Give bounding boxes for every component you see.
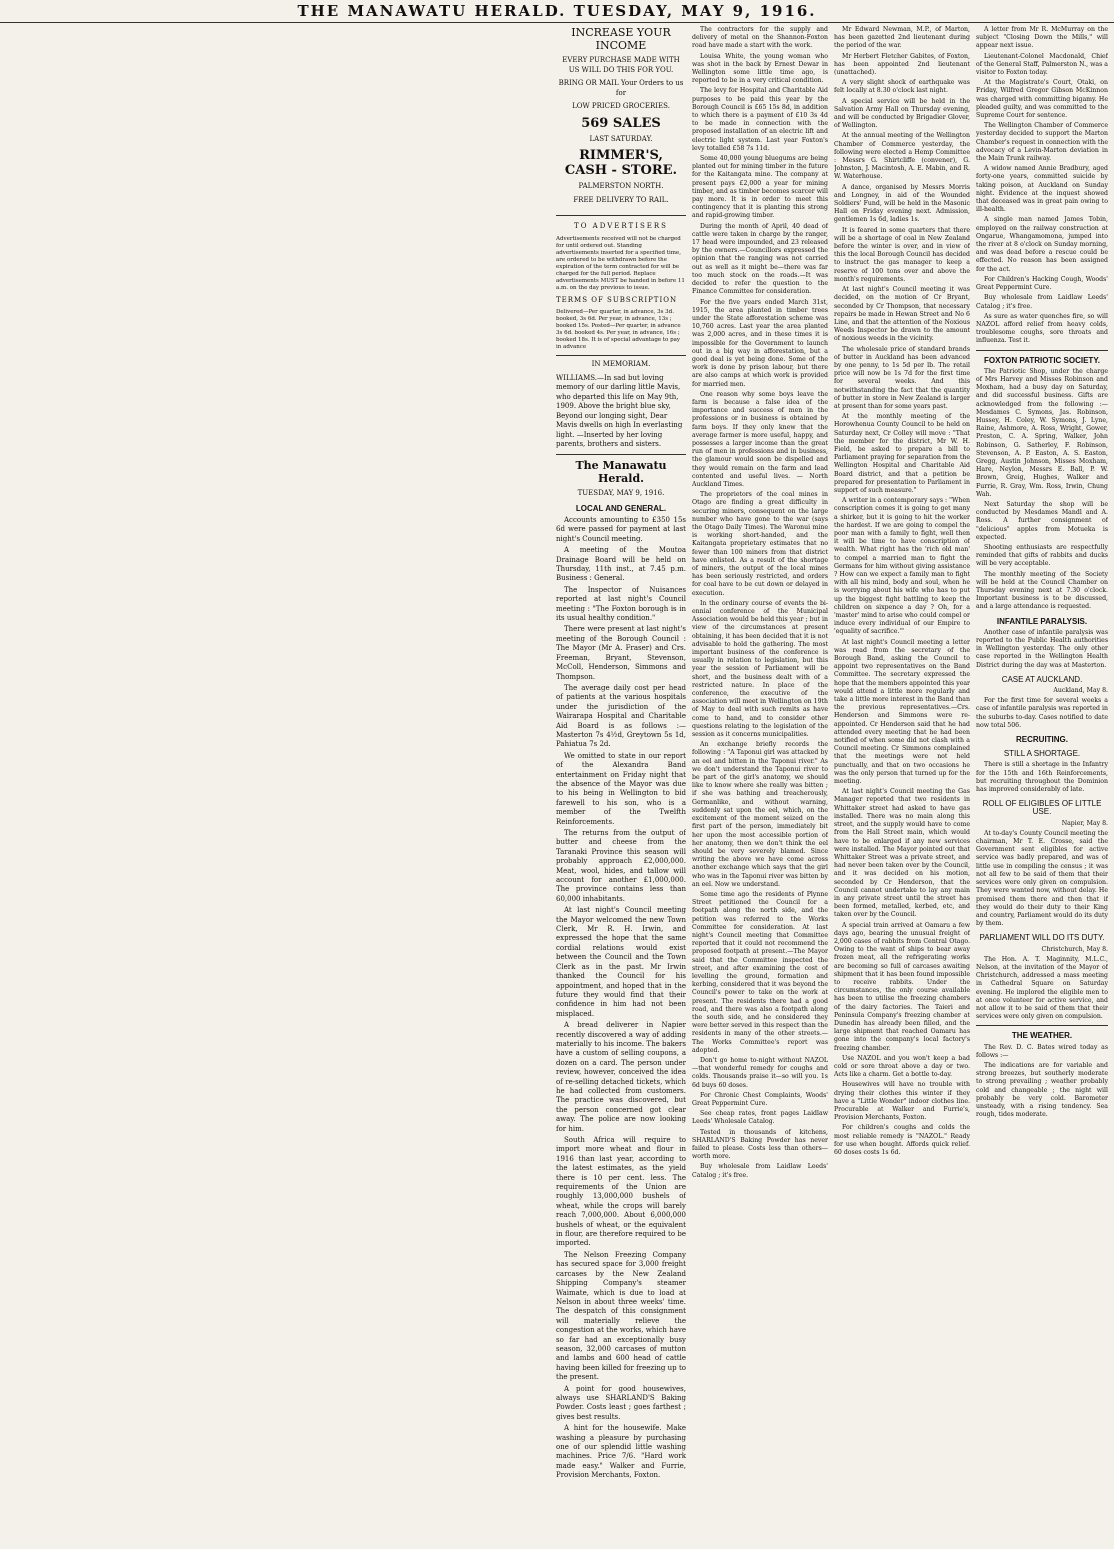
paralysis-title: INFANTILE PARALYSIS. bbox=[996, 616, 1088, 626]
news-item: South Africa will require to import more wheat and flour in 1916 than last year, according to the latest estimates, as the yield there is 10 per cent. less. The requirements of the Union are roughly 13,000,000 bushels of wheat, while the crops will barely reach 7,000,000. About 6,000,000 bushels of wheat, or the equivalent in flour, are therefore required to be imported. bbox=[556, 1136, 686, 1248]
local-general-title: LOCAL AND GENERAL. bbox=[575, 504, 667, 513]
news-item: We omitted to state in our report of the Alexandra Band entertainment on Friday night that the absence of the Mayor was due to his being in Wellington to bid farewell to his son, who is a member of the Twelfth Reinforcements. bbox=[556, 751, 686, 826]
news-item: The Nelson Freezing Company has secured space for 3,000 freight carcases by the New Zealand Shipping Company's steamer Waimate, which is due to load at Nelson in about three weeks' time. The despatch of this consignment will materially relieve the congestion at the works, which have so far had an exceptionally busy season, 32,000 carcases of mutton and lambs and 600 head of cattle having been killed for freezing up to the present. bbox=[556, 1250, 686, 1382]
column-3 bbox=[556, 26, 686, 1546]
news-item: Buy wholesale from Laidlaw Leeds' Catalog ; it's free. bbox=[692, 1163, 828, 1179]
news-item: The Wellington Chamber of Commerce yesterday decided to support the Marton Chamber's request in connection with the advocacy of a Levin-Marton deviation in the Main Trunk railway. bbox=[976, 122, 1108, 163]
news-item: The Patriotic Shop, under the charge of Mrs Harvey and Misses Robinson and Moxham, had a busy day on Saturday, and did successful business. Gifts are acknowledged from the following :—Mesdames C. Symons, Jas. Robinson, Hussey, H. Coley, W. Symons, J. Lyne, Raine, Ashmore, A. Ross, Wright, Gower, Preston, C. A. Spring, Walker, John Robinson, G. Satherley, F. Robinson, Stevenson, A. P. Easton, A. S. Easton, Gregg, Austin Johnson, Misses Moxham, Hare, Neylon, Messrs E. Ball, P. W. Brown, Greig, Hughes, Walker and Furrie, R. Gray, Wm. Ross, Irwin, Chung Wah. bbox=[976, 367, 1108, 498]
rimmer-town: PALMERSTON NORTH. bbox=[578, 182, 664, 190]
news-item: Another case of infantile paralysis was reported to the Public Health authorities in Wellington yesterday. The only other case reported in the Wellington Health District during the day was at Masterton. bbox=[976, 628, 1108, 669]
news-item: Accounts amounting to £350 15s 6d were passed for payment at last night's Council meeting. bbox=[556, 516, 686, 543]
news-item: A bread deliverer in Napier recently discovered a way of adding materially to his income. The bakers have a custom of selling coupons, a dozen on a card. The person under review, however, conceived the idea of re-selling detached tickets, which he had collected from customers. The practice was discovered, but the person concerned got clear away. The police are now looking for him. bbox=[556, 1021, 686, 1133]
news-item: The Hon. A. T. Maginnity, M.L.C., Nelson, at the invitation of the Mayor of Christchurch, addressed a mass meeting in Cathedral Square on Saturday evening. He implored the eligible men to at once volunteer for active service, and not allow it to be said of them that their services were only given on compulsion. bbox=[976, 955, 1108, 1021]
auckland-title: CASE AT AUCKLAND. bbox=[1001, 674, 1083, 684]
news-item: At the Magistrate's Court, Otaki, on Friday, Wilfred Gregor Gibson McKinnon was charged with committing bigamy. He pleaded guilty, and was committed to the Supreme Court for sentence. bbox=[976, 79, 1108, 120]
news-item: There is still a shortage in the Infantry for the 15th and 16th Reinforcements, but recruiting throughout the Dominion has improved considerably of late. bbox=[976, 761, 1108, 794]
rimmer-ad bbox=[556, 26, 686, 216]
news-item: Shooting enthusiasts are respectfully reminded that gifts of rabbits and ducks will be very acceptable. bbox=[976, 543, 1108, 568]
news-item: Some time ago the residents of Plynne Street petitioned the Council for a footpath along the north side, and the petition was referred to the Works Committee for consideration. At last night's Council meeting that Committee reported that it could not recommend the proposed footpath at present.—The Mayor said that the Committee inspected the street, and after examining the cost of levelling the ground, formation and kerbing, considered that it was beyond the Council's power to take on the work at present. The residents there had a good road, and there was also a footpath along the south side, and he considered they were better served in this respect than the residents in many of the other streets.—The Works Committee's report was adopted. bbox=[692, 890, 828, 1054]
column-5 bbox=[834, 26, 970, 1546]
news-item: Louisa White, the young woman who was shot in the back by Ernest Dewar in Wellington some little time ago, is reported to be in a very critical condition. bbox=[692, 52, 828, 85]
news-item: For the five years ended March 31st, 1915, the area planted in timber trees under the State afforestation scheme was 10,760 acres. Last year the area planted was 2,000 acres, and in these times it is impossible for the Government to launch out in a big way in afforestation, but a good deal is yet being done. Some of the work is done by prison labour, but there are also camps at which work is provided for married men. bbox=[692, 298, 828, 388]
masthead: THE MANAWATU HERALD. TUESDAY, MAY 9, 1916. bbox=[0, 0, 1114, 23]
news-item: At last night's Council meeting the Gas Manager reported that two residents in Whittaker street had asked to have gas installed. There was no main along this street, and the supply would have to come from the Hall Street main, which would have to be enlarged if any new services were installed. The Mayor pointed out that Whittaker Street was a private street, and had never been taken over by the Council, and it was decided on his motion, seconded by Cr Henderson, that the Council cannot undertake to lay any main in any private street until the street has been formed, metalled, kerbed, etc, and taken over by the Council. bbox=[834, 788, 970, 919]
news-item: The levy for Hospital and Charitable Aid purposes to be paid this year by the Borough Council is £65 15s 8d, in addition to which there is a payment of £10 3s 4d to be made in connection with the proposed installation of an electric lift and electric light system. Last year Foxton's levy totalled £58 7s 11d. bbox=[692, 87, 828, 152]
memoriam-body: WILLIAMS.—In sad but loving memory of our darling little Mavis, who departed this life on May 9th, 1909. Above the bright blue sky, Beyond our longing sight, Dear Mavis dwells on high In everlasting light. —Inserted by her loving parents, brothers and sisters. bbox=[556, 373, 683, 448]
news-item: For Chronic Chest Complaints, Woods' Great Peppermint Cure. bbox=[692, 1091, 828, 1107]
rimmer-line3: LOW PRICED GROCERIES. bbox=[572, 102, 670, 110]
news-item: It is feared in some quarters that there will be a shortage of coal in New Zealand before the winter is over, and in view of this the local Borough Council has decided to instruct the gas manager to keep a reserve of 100 tons over and above the month's requirements. bbox=[834, 226, 970, 283]
news-item: The contractors for the supply and delivery of metal on the Shannon-Foxton road have made a start with the work. bbox=[692, 26, 828, 50]
rimmer-title: INCREASE YOUR INCOME bbox=[571, 26, 671, 52]
news-item: The wholesale price of standard brands of butter in Auckland has been advanced by one penny, to 1s 5d per lb. The retail price will now be 1s 7d for the first time for several weeks. And this notwithstanding the fact that the quantity of butter in store in New Zealand is larger at present than for some years past. bbox=[834, 345, 970, 410]
parliament-title: PARLIAMENT WILL DO ITS DUTY. bbox=[979, 933, 1105, 943]
news-item: For Children's Hacking Cough, Woods' Great Peppermint Cure. bbox=[976, 275, 1108, 292]
news-item: Use NAZOL and you won't keep a bad cold or sore throat above a day or two. Acts like a charm. Get a bottle to-day. bbox=[834, 1054, 970, 1079]
rimmer-free: FREE DELIVERY TO RAIL. bbox=[573, 195, 669, 204]
news-item: The indications are for variable and strong breezes, but southerly moderate to strong prevailing ; weather probably cold and changeable ; the night will probably be very cold. Barometer unsteady, with a rising tendency. Sea rough, tides moderate. bbox=[976, 1061, 1108, 1119]
news-item: At the monthly meeting of the Horowhenua County Council to be held on Saturday next, Cr Colley will move : "That the member for the district, Mr W. H. Field, be asked to prepare a bill to Parliament praying for separation from the Wellington Hospital and Charitable Aid Board district, and that a petition be prepared for presentation to Parliament in support of such measure." bbox=[834, 413, 970, 494]
patriotic-title: FOXTON PATRIOTIC SOCIETY. bbox=[983, 355, 1100, 365]
news-item: As sure as water quenches fire, so will NAZOL afford relief from heavy colds, troublesome coughs, sore throats and influenza. Test it. bbox=[976, 312, 1108, 345]
news-item: A point for good housewives, always use SHARLAND'S Baking Powder. Costs least ; goes farthest ; gives best results. bbox=[556, 1384, 686, 1421]
rimmer-sales: 569 SALES bbox=[581, 115, 661, 131]
news-item: Next Saturday the shop will be conducted by Mesdames Mandl and A. Ross. A further consignment of "delicious" apples from Motueka is expected. bbox=[976, 500, 1108, 541]
news-item: At the annual meeting of the Wellington Chamber of Commerce yesterday, the following were elected a Hemp Committee : Messrs G. Shirtcliffe (convener), G. Johnston, J. Macintosh, A. E. Mabin, and R. W. Waterhouse. bbox=[834, 132, 970, 181]
rimmer-line1: EVERY PURCHASE MADE WITH US WILL DO THIS FOR YOU. bbox=[562, 56, 680, 74]
news-item: At last night's Council meeting it was decided, on the motion of Cr Bryant, seconded by Cr Thompson, that necessary repairs be made in Hewan Street and No 6 Line, and that the attention of the Noxious Weeds Inspector be drawn to the amount of noxious weeds in the vicinity. bbox=[834, 286, 970, 343]
news-item: One reason why some boys leave the farm is because a false idea of the importance and success of men in the professions or in business is obtained by farm boys. If they only knew that the average farmer is more useful, happy, and possesses a larger income than the great run of men in professions and in business, the glamour would soon be dispelled and they would remain on the farm and lead contented and useful lives. — North Auckland Times. bbox=[692, 390, 828, 488]
news-item: Lieutenant-Colonel Macdonald, Chief of the General Staff, Palmerston N., was a visitor to Foxton today. bbox=[976, 52, 1108, 77]
news-item: Napier, May 8. bbox=[1061, 819, 1108, 827]
news-item: The average daily cost per head of patients at the various hospitals under the jurisdiction of the Wairarapa Hospital and Charitable Aid Board is as follows :— Masterton 7s 4½d, Greytown 5s 1d, Pahiatua 7s 2d. bbox=[556, 683, 686, 749]
news-item: For the first time for several weeks a case of infantile paralysis was reported in the suburbs to-day. Cases notified to date now total 506. bbox=[976, 697, 1108, 729]
weather-title: THE WEATHER. bbox=[1011, 1031, 1073, 1041]
news-item: Mr Edward Newman, M.P., of Marton, has been gazetted 2nd lieutenant during the period of the war. bbox=[834, 26, 970, 50]
news-item: At last night's Council meeting a letter was read from the secretary of the Borough Band, asking the Council to appoint two representatives on the Band Committee. The secretary expressed the hope that the members appointed this year would attend a little more regularly and take a little more interest in the Band than the previous representatives.—Crs. Henderson and Simmons were re-appointed. Cr Henderson said that he had attended every meeting that he had been notified of when some did not clash with a Council meeting. Cr Simmons complained that the meetings were not held punctually, and that on two occasions he was the only person that turned up for the meeting. bbox=[834, 638, 970, 786]
news-item: For children's coughs and colds the most reliable remedy is "NAZOL." Ready for use when bought. Affords quick relief. 60 doses costs 1s 6d. bbox=[834, 1124, 970, 1157]
news-item: A widow named Annie Bradbury, aged forty-one years, committed suicide by taking poison, at Auckland on Sunday night. Evidence at the inquest showed that deceased was in great pain owing to ill-health. bbox=[976, 165, 1108, 214]
news-item: Some 40,000 young bluegums are being planted out for mining timber in the future for the Kaitangata mine. The company at present pays £2,000 a year for mining timber, and as timber becomes scarcer will pay more. It is in order to meet this contingency that it is planting this strong and rapid-growing timber. bbox=[692, 155, 828, 220]
news-item: A hint for the housewife. Make washing a pleasure by purchasing one of our splendid little washing machines. Price 7/6. "Hard work made easy." Walker and Furrie, Provision Merchants, Foxton. bbox=[556, 1424, 686, 1480]
news-item: A special train arrived at Oamaru a few days ago, bearing the unusual freight of 2,000 cases of rabbits from Central Otago. Owing to the want of ships to bear away frozen meat, all the refrigerating works are becoming so full of carcases awaiting shipment that it has been found impossible to receive rabbits. Under the circumstances, the only course available has been to utilise the freezing chambers of the dairy factories. The Taieri and Peninsula Company's freezing chamber at Dunedin has already been filled, and the large shipment that reached Oamaru has gone into the company's local factory's freezing chamber. bbox=[834, 921, 970, 1052]
rimmer-line2: BRING OR MAIL Your Orders to us for bbox=[558, 79, 684, 97]
news-item: A writer in a contemporary says : "When conscription comes it is going to get many a shirker, but it is going to hit the worker the hardest. If we are going to compel the poor man with a family to fight, well then it will be time to have conscription of wealth. What right has the 'rich old man' to compel a married man to fight the Germans for him without giving assistance ? How can we expect a family man to fight with all his mind, body and soul, when he is worrying about his wife who has to put up the biggest fight battling to keep the children on sixpence a day ? Oh, for a 'master' mind to arise who could compel or induce every individual of our Empire to 'equality of sacrifice.'" bbox=[834, 497, 970, 636]
news-item: Mr Herbert Fletcher Gabites, of Foxton, has been appointed 2nd lieutenant (unattached). bbox=[834, 52, 970, 77]
news-item: Buy wholesale from Laidlaw Leeds' Catalog ; it's free. bbox=[976, 294, 1108, 310]
news-item: An exchange briefly records the following : "A Taponui girl was attacked by an eel and bitten in the Taponui river." As we don't understand the Taponui river to be part of the girl's anatomy, we should like to know where she really was bitten ; if she was bathing and treacherously, Germanlike, and without warning, suddenly sat upon the eel, which, on the excitement of the moment seized on the first part of the person, immediately bit her upon the most accessible portion of her anatomy, then we don't think the eel should be very severely blamed. Since writing the above we have come across another exchange which says that the girl who was in the Taponui river was bitten by an eel. Now we understand. bbox=[692, 741, 828, 888]
subscription-body: Delivered—Per quarter, in advance, 3s 3d. booked, 3s 6d. Per year, in advance, 13s ; booked 15s. Posted—Per quarter, in advance 3s 6d. booked 4s. Per year, in advance, 16s ; booked 18s. It is of special advantage to pay in advance bbox=[556, 309, 681, 350]
herald-name: The Manawatu Herald. bbox=[575, 458, 667, 485]
news-item: A letter from Mr R. McMurray on the subject "Closing Down the Mills," will appear next issue. bbox=[976, 26, 1108, 50]
news-item: A dance, organised by Messrs Morris and Longney, in aid of the Wounded Soldiers' Fund, will be held in the Masonic Hall on Friday evening next. Admission, gentlemen 1s 6d, ladies 1s. bbox=[834, 183, 970, 224]
news-item: In the ordinary course of events the bi-ennial conference of the Municipal Association would be held this year ; but in view of the circumstances at present obtaining, it has been decided that it is not advisable to hold the gathering. The most important business of the conference is usually in relation to legislation, but this year the session of Parliament will be short, and the business dealt with of a restricted nature. In place of the conference, the executive of the association will meet in Wellington on 19th of May to deal with such remits as have come to hand, and to consider other questions relating to the legislation of the session as it concerns municipalities. bbox=[692, 599, 828, 739]
memoriam-title: IN MEMORIAM. bbox=[591, 360, 651, 368]
news-item: A meeting of the Moutoa Drainage Board will be held on Thursday, 11th inst., at 7.45 p.m. Business : General. bbox=[556, 546, 686, 583]
news-item: At last night's Council meeting the Mayor welcomed the new Town Clerk, Mr R. H. Irwin, and expressed the hope that the same cordial relations would exist between the Council and the Town Clerk as in the past. Mr Irwin thanked the Council for his appointment, and hoped that in the future they would find that their confidence in him had not been misplaced. bbox=[556, 906, 686, 1018]
roll-title: ROLL OF ELIGIBLES OF LITTLE USE. bbox=[982, 799, 1102, 817]
news-item: Tested in thousands of kitchens, SHARLAND'S Baking Powder has never failed to please. Costs less than others—worth more. bbox=[692, 1128, 828, 1161]
news-item: Christchurch, May 8. bbox=[1041, 945, 1108, 953]
news-item: A very slight shock of earthquake was felt locally at 8.30 o'clock last night. bbox=[834, 79, 970, 95]
news-item: A single man named James Tobin, employed on the railway construction at Ongarue, Whangamomona, jumped into the river at 8 o'clock on Sunday morning, and was dead before a rescue could be effected. No reason has been assigned for the act. bbox=[976, 216, 1108, 273]
column-4 bbox=[692, 26, 828, 1546]
subscription-title: TERMS OF SUBSCRIPTION bbox=[556, 295, 678, 304]
news-item: Housewives will have no trouble with drying their clothes this winter if they have a "Little Wonder" indoor clothes line. Procurable at Walker and Furrie's, Provision Merchants, Foxton. bbox=[834, 1081, 970, 1122]
news-item: The Inspector of Nuisances reported at last night's Council meeting : "The Foxton borough is in its usual healthy condition." bbox=[556, 585, 686, 623]
advertisers-title: TO ADVERTISERS bbox=[574, 222, 668, 230]
news-col3 bbox=[556, 516, 686, 1481]
news-item: A special service will be held in the Salvation Army Hall on Thursday evening, and will be conducted by Brigadier Glover, of Wellington. bbox=[834, 97, 970, 130]
herald-date: TUESDAY, MAY 9, 1916. bbox=[577, 488, 665, 497]
advertisers-body: Advertisements received will not be charged for until ordered out. Standing advertisements inserted for a specified time, are ordered to be withdrawn before the expiration of the term contracted for will be charged for the full period. Replace advertisements MUST be handed in before 11 a.m. on the day previous to issue. bbox=[556, 235, 685, 291]
column-6 bbox=[976, 26, 1108, 1546]
news-item: There were present at last night's meeting of the Borough Council : The Mayor (Mr A. Fraser) and Crs. Freeman, Bryant, Stevenson, McColl, Henderson, Simmons and Thompson. bbox=[556, 625, 686, 681]
recruiting-title: RECRUITING. bbox=[1016, 735, 1068, 745]
news-item: During the month of April, 40 dead of cattle were taken in charge by the ranger, 17 head were impounded, and 23 released by the owners.—Councillors expressed the opinion that the ranging was not carried out as well as it might be—there was far too much stock on the roads.—It was decided to refer the question to the Finance Committee for consideration. bbox=[692, 222, 828, 296]
rimmer-last: LAST SATURDAY. bbox=[589, 134, 653, 143]
news-item: The Rev. D. C. Bates wired today as follows :— bbox=[976, 1043, 1108, 1059]
shortage-title: STILL A SHORTAGE. bbox=[1003, 749, 1081, 759]
rimmer-firm: RIMMER'S, CASH - STORE. bbox=[564, 148, 678, 178]
news-item: At to-day's County Council meeting the chairman, Mr T. E. Crosse, said the Government sent eligibles for active service was badly prepared, and was of little use in compiling the census ; it was not all few to be said of them that their services were only given on compulsion. They were wanted now, without delay. He promised them there and then that if they would do their duty to their King and country, Parliament would do its duty by them. bbox=[976, 829, 1108, 928]
news-item: The returns from the output of butter and cheese from the Taranaki Province this season will probably approach £2,000,000. Meat, wool, hides, and tallow will account for another £1,000,000. The province contains less than 60,000 inhabitants. bbox=[556, 829, 686, 903]
news-item: The proprietors of the coal mines in Otago are finding a great difficulty in securing miners, consequent on the large number who have gone to the war (says the Otago Daily Times). The Waronui mine is working short-handed, and the Kaitangata proprietary estimates that no fewer than 100 miners from that district have enlisted. As a result of the shortage of miners, the output of the local mines has been seriously restricted, and orders for coal have to be cut down or delayed in execution. bbox=[692, 491, 828, 597]
news-item: Auckland, May 8. bbox=[1053, 687, 1108, 695]
news-item: Don't go home to-night without NAZOL—that wonderful remedy for coughs and colds. Thousands praise it—so will you. 1s 6d buys 60 doses. bbox=[692, 1056, 828, 1089]
news-item: See cheap rates, front pages Laidlaw Leeds' Wholesale Catalog. bbox=[692, 1110, 828, 1126]
news-item: The monthly meeting of the Society will be held at the Council Chamber on Thursday evening next at 7.30 o'clock. Important business is to be discussed, and a large attendance is requested. bbox=[976, 570, 1108, 611]
